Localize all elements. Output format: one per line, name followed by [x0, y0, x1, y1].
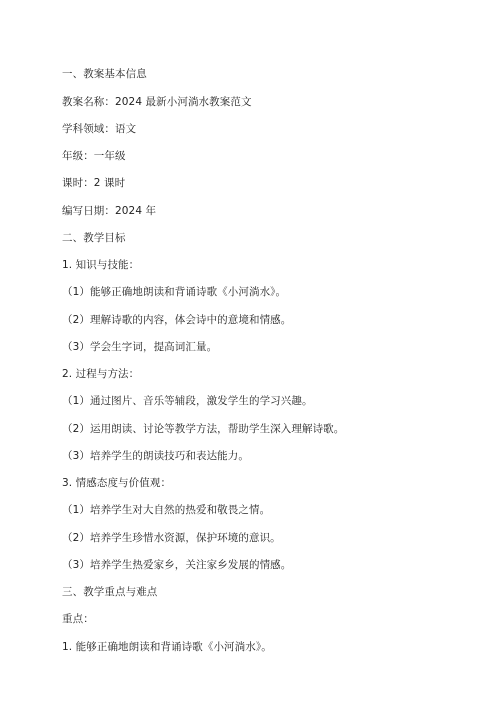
lesson-name-line: 教案名称：2024 最新小河淌水教案范文 — [62, 96, 252, 108]
objective-item: （2）运用朗读、讨论等教学方法，帮助学生深入理解诗歌。 — [62, 423, 345, 435]
objective-item: （1）通过图片、音乐等辅段，激发学生的学习兴趣。 — [62, 395, 313, 407]
objective-item: （1）能够正确地朗读和背诵诗歌《小河淌水》。 — [62, 286, 287, 298]
grade-line: 年级：一年级 — [62, 150, 126, 162]
section-heading-key-points: 三、教学重点与难点 — [62, 586, 158, 598]
objective-heading-process: 2. 过程与方法： — [62, 368, 140, 380]
objective-heading-values: 3. 情感态度与价值观： — [62, 477, 172, 489]
section-heading-basic-info: 一、教案基本信息 — [62, 68, 147, 80]
subject-line: 学科领域：语文 — [62, 123, 137, 135]
class-hours-line: 课时：2 课时 — [62, 177, 126, 189]
objective-item: （1）培养学生对大自然的热爱和敬畏之情。 — [62, 504, 271, 516]
key-points-label: 重点： — [62, 613, 94, 625]
objective-item: （3）培养学生的朗读技巧和表达能力。 — [62, 450, 249, 462]
section-heading-objectives: 二、教学目标 — [62, 232, 126, 244]
objective-heading-knowledge: 1. 知识与技能： — [62, 259, 140, 271]
key-point-item: 1. 能够正确地朗读和背诵诗歌《小河淌水》。 — [62, 641, 272, 653]
objective-item: （2）理解诗歌的内容，体会诗中的意境和情感。 — [62, 314, 292, 326]
objective-item: （3）学会生字词，提高词汇量。 — [62, 341, 218, 353]
date-line: 编写日期：2024 年 — [62, 205, 157, 217]
objective-item: （3）培养学生热爱家乡，关注家乡发展的情感。 — [62, 559, 292, 571]
objective-item: （2）培养学生珍惜水资源，保护环境的意识。 — [62, 532, 281, 544]
